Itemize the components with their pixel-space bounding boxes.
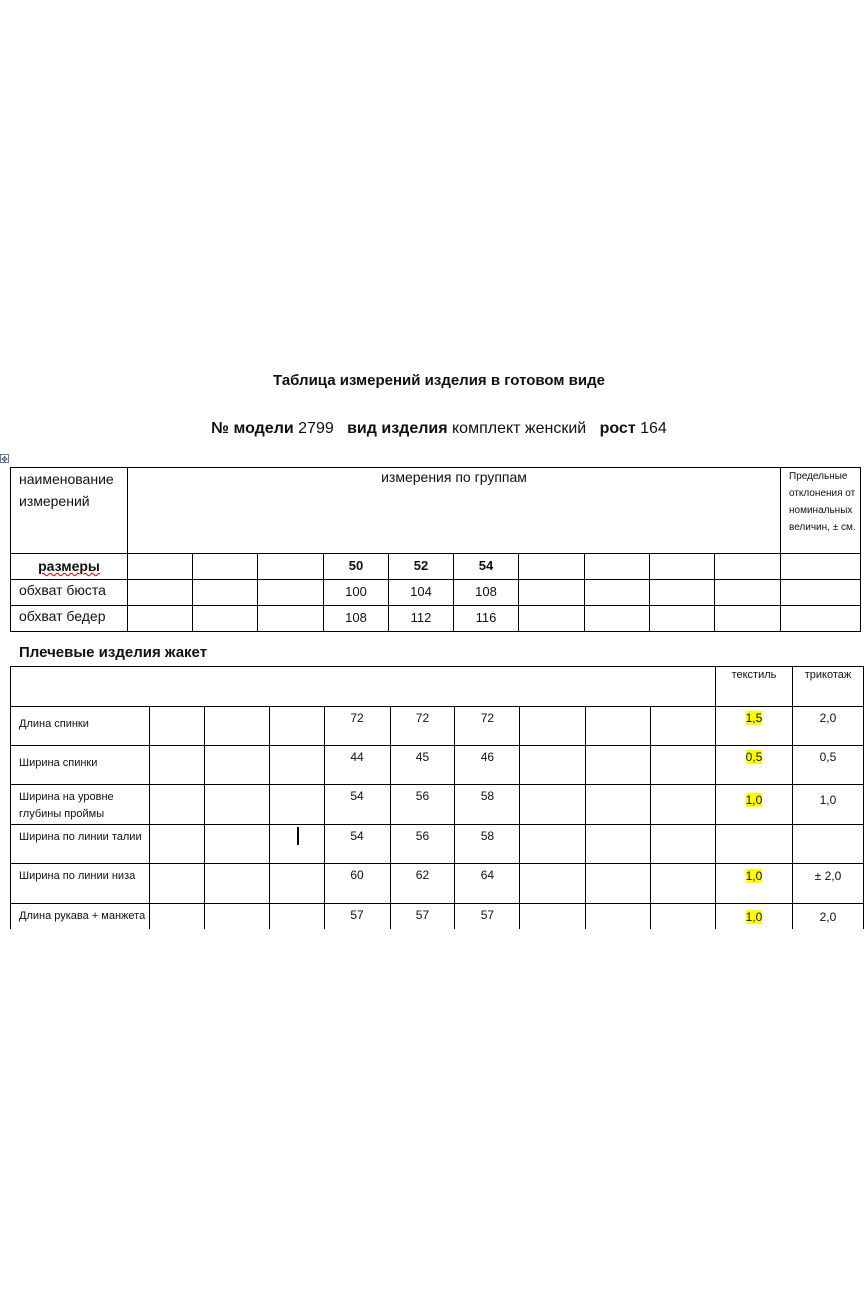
value-cell: 58 xyxy=(455,785,520,825)
table-row xyxy=(11,580,861,606)
value-cell: 56 xyxy=(390,785,455,825)
table-cell xyxy=(520,707,586,746)
table-cell xyxy=(650,606,715,632)
table-cell xyxy=(149,746,204,785)
table-cell xyxy=(781,606,861,632)
table-cell xyxy=(269,746,324,785)
table-cell xyxy=(204,707,269,746)
document-title: Таблица измерений изделия в готовом виде xyxy=(273,372,605,389)
table-cell xyxy=(715,580,781,606)
size-54: 54 xyxy=(454,554,519,580)
table-cell xyxy=(258,554,324,580)
value-cell: 57 xyxy=(455,904,520,944)
knit-cell: 1,0 xyxy=(792,785,863,825)
table-cell xyxy=(650,554,715,580)
table-cell xyxy=(651,785,716,825)
page-clip-area xyxy=(0,929,864,1298)
table-row xyxy=(11,864,864,904)
jacket-header-row xyxy=(11,667,864,707)
textile-value: 1,0 xyxy=(745,910,763,924)
table-cell xyxy=(258,606,324,632)
value-cell: 116 xyxy=(454,606,519,632)
table-cell xyxy=(586,864,651,904)
table-row xyxy=(11,825,864,864)
table-cell xyxy=(650,580,715,606)
table-cell xyxy=(149,864,204,904)
table-cell xyxy=(715,554,781,580)
row-label: обхват бюста xyxy=(11,580,128,606)
table-cell xyxy=(586,785,651,825)
row-label: обхват бедер xyxy=(11,606,128,632)
table-cell xyxy=(149,785,204,825)
value-cell: 60 xyxy=(324,864,390,904)
table-cell xyxy=(651,707,716,746)
textile-cell xyxy=(716,746,793,785)
table-cell xyxy=(269,785,324,825)
table-cell xyxy=(651,864,716,904)
value-cell: 100 xyxy=(324,580,389,606)
textile-cell xyxy=(716,707,793,746)
table-move-handle-icon[interactable]: ✥ xyxy=(1,455,8,464)
value-cell: 64 xyxy=(455,864,520,904)
table-row xyxy=(11,707,864,746)
size-50: 50 xyxy=(324,554,389,580)
type-label: вид изделия xyxy=(347,420,448,437)
table-cell xyxy=(204,864,269,904)
table-cell[interactable] xyxy=(269,825,324,864)
table-cell xyxy=(258,580,324,606)
model-label: № модели xyxy=(211,420,294,437)
value-cell: 72 xyxy=(324,707,390,746)
table-cell xyxy=(520,746,586,785)
table-cell xyxy=(269,707,324,746)
table-cell xyxy=(651,746,716,785)
table-cell xyxy=(586,707,651,746)
value-cell: 57 xyxy=(324,904,390,944)
table-cell xyxy=(520,864,586,904)
table-cell xyxy=(781,580,861,606)
sizes-label xyxy=(11,554,128,580)
sizes-row xyxy=(11,554,861,580)
table-row xyxy=(11,746,864,785)
sizes-label-text: размеры xyxy=(38,558,100,574)
table-cell xyxy=(193,554,258,580)
table-cell xyxy=(585,580,650,606)
textile-value: 1,5 xyxy=(745,711,763,725)
table-cell xyxy=(149,825,204,864)
height-label: рост xyxy=(599,420,636,437)
table-row xyxy=(11,785,864,825)
knit-header: трикотаж xyxy=(792,667,863,707)
row-label: Длина рукава + манжета xyxy=(11,904,150,944)
table-cell xyxy=(585,606,650,632)
value-cell: 58 xyxy=(455,825,520,864)
tolerance-header: Предельные отклонения от номинальных величин, ± см. xyxy=(781,468,861,554)
textile-cell xyxy=(716,825,793,864)
textile-value: 0,5 xyxy=(745,750,763,764)
row-label: Ширина по линии талии xyxy=(11,825,150,864)
knit-cell: 2,0 xyxy=(792,707,863,746)
table-cell xyxy=(128,554,193,580)
value-cell: 46 xyxy=(455,746,520,785)
table-row xyxy=(11,606,861,632)
value-cell: 72 xyxy=(390,707,455,746)
knit-cell: 2,0 xyxy=(792,904,863,944)
row-label: Ширина на уровне глубины проймы xyxy=(11,785,150,825)
height-value: 164 xyxy=(640,420,667,437)
value-cell: 44 xyxy=(324,746,390,785)
table-cell xyxy=(781,554,861,580)
table-cell xyxy=(11,667,716,707)
row-label: Ширина по линии низа xyxy=(11,864,150,904)
knit-cell: 0,5 xyxy=(792,746,863,785)
value-cell: 57 xyxy=(390,904,455,944)
textile-value: 1,0 xyxy=(745,869,763,883)
table-cell xyxy=(204,825,269,864)
value-cell: 54 xyxy=(324,825,390,864)
value-cell: 56 xyxy=(390,825,455,864)
table-cell xyxy=(585,554,650,580)
value-cell: 54 xyxy=(324,785,390,825)
value-cell: 108 xyxy=(324,606,389,632)
value-cell: 108 xyxy=(454,580,519,606)
type-value: комплект женский xyxy=(452,420,587,437)
row-label: Ширина спинки xyxy=(11,746,150,785)
row-label: Длина спинки xyxy=(11,707,150,746)
jacket-table xyxy=(10,666,864,944)
table-cell xyxy=(519,606,585,632)
textile-cell xyxy=(716,785,793,825)
measurements-table xyxy=(10,467,861,632)
table-cell xyxy=(519,554,585,580)
model-value: 2799 xyxy=(298,420,334,437)
section-title: Плечевые изделия жакет xyxy=(19,644,208,661)
table-cell xyxy=(586,825,651,864)
value-cell: 104 xyxy=(389,580,454,606)
table-header-row xyxy=(11,468,861,554)
textile-header: текстиль xyxy=(716,667,793,707)
table-cell xyxy=(715,606,781,632)
table-cell xyxy=(520,825,586,864)
table-cell xyxy=(193,606,258,632)
table-cell xyxy=(519,580,585,606)
groups-header: измерения по группам xyxy=(128,468,781,554)
table-cell xyxy=(128,580,193,606)
table-cell xyxy=(204,746,269,785)
table-cell xyxy=(193,580,258,606)
textile-value: 1,0 xyxy=(745,793,763,807)
knit-cell: ± 2,0 xyxy=(792,864,863,904)
table-cell xyxy=(520,785,586,825)
table-cell xyxy=(128,606,193,632)
text-cursor xyxy=(297,827,299,845)
value-cell: 62 xyxy=(390,864,455,904)
value-cell: 112 xyxy=(389,606,454,632)
value-cell: 72 xyxy=(455,707,520,746)
name-header: наименование измерений xyxy=(11,468,128,554)
table-cell xyxy=(149,707,204,746)
textile-cell xyxy=(716,864,793,904)
model-info-line xyxy=(0,420,864,438)
table-cell xyxy=(269,864,324,904)
table-cell xyxy=(651,825,716,864)
table-cell xyxy=(586,746,651,785)
size-52: 52 xyxy=(389,554,454,580)
table-cell xyxy=(204,785,269,825)
value-cell: 45 xyxy=(390,746,455,785)
knit-cell xyxy=(792,825,863,864)
